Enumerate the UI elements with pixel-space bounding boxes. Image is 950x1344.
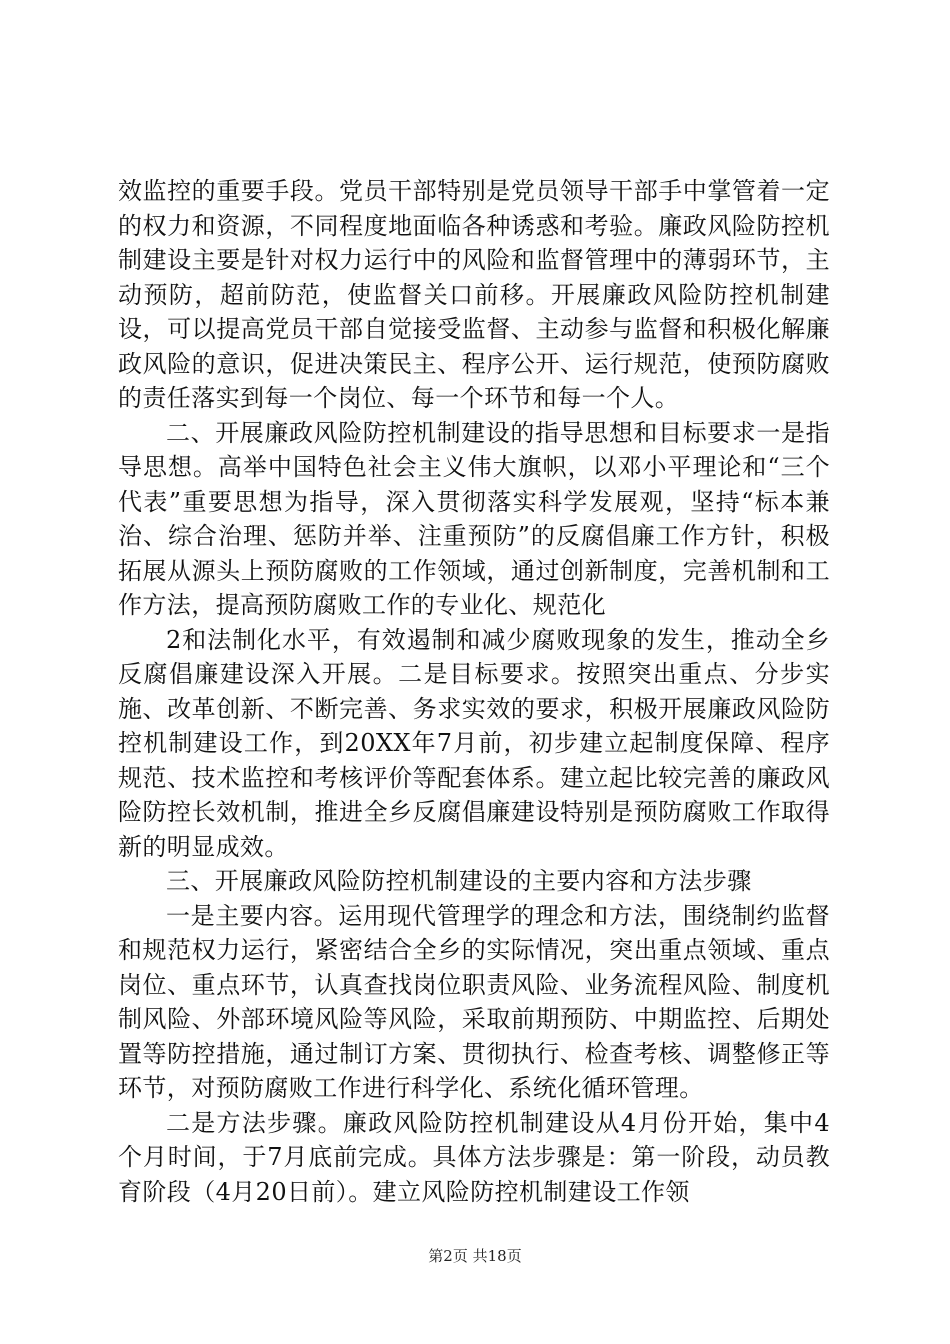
paragraph-6: 二是方法步骤。廉政风险防控机制建设从4月份开始，集中4个月时间，于7月底前完成。具体方法步骤是：第一阶段，动员教育阶段（4月20日前）。建立风险防控机制建设工作领 <box>118 1108 830 1206</box>
paragraph-4: 三、开展廉政风险防控机制建设的主要内容和方法步骤 <box>166 867 752 895</box>
paragraph-3: 2和法制化水平，有效遏制和减少腐败现象的发生，推动全乡反腐倡廉建设深入开展。二是目标要求。按照突出重点、分步实施、改革创新、不断完善、务求实效的要求，积极开展廉政风险防控机制建设工作，到20XX年7月前，初步建立起制度保障、程序规范、技术监控和考核评价等配套体系。建立起比较完善的廉政风险防控长效机制，推进全乡反腐倡廉建设特别是预防腐败工作取得新的明显成效。 <box>118 625 830 861</box>
document-body <box>118 174 830 1209</box>
paragraph-5: 一是主要内容。运用现代管理学的理念和方法，围绕制约监督和规范权力运行，紧密结合全乡的实际情况，突出重点领域、重点岗位、重点环节，认真查找岗位职责风险、业务流程风险、制度机制风险、外部环境风险等风险，采取前期预防、中期监控、后期处置等防控措施，通过制订方案、贯彻执行、检查考核、调整修正等环节，对预防腐败工作进行科学化、系统化循环管理。 <box>118 901 830 1102</box>
paragraph-1: 效监控的重要手段。党员干部特别是党员领导干部手中掌管着一定的权力和资源，不同程度地面临各种诱惑和考验。廉政风险防控机制建设主要是针对权力运行中的风险和监督管理中的薄弱环节，主动预防，超前防范，使监督关口前移。开展廉政风险防控机制建设，可以提高党员干部自觉接受监督、主动参与监督和积极化解廉政风险的意识，促进决策民主、程序公开、运行规范，使预防腐败的责任落实到每一个岗位、每一个环节和每一个人。 <box>118 177 830 412</box>
page-number-footer: 第2页 共18页 <box>428 1247 522 1265</box>
paragraph-2: 二、开展廉政风险防控机制建设的指导思想和目标要求一是指导思想。高举中国特色社会主义伟大旗帜，以邓小平理论和“三个代表”重要思想为指导，深入贯彻落实科学发展观，坚持“标本兼治、综合治理、惩防并举、注重预防”的反腐倡廉工作方针，积极拓展从源头上预防腐败的工作领域，通过创新制度，完善机制和工作方法，提高预防腐败工作的专业化、规范化 <box>118 418 830 619</box>
